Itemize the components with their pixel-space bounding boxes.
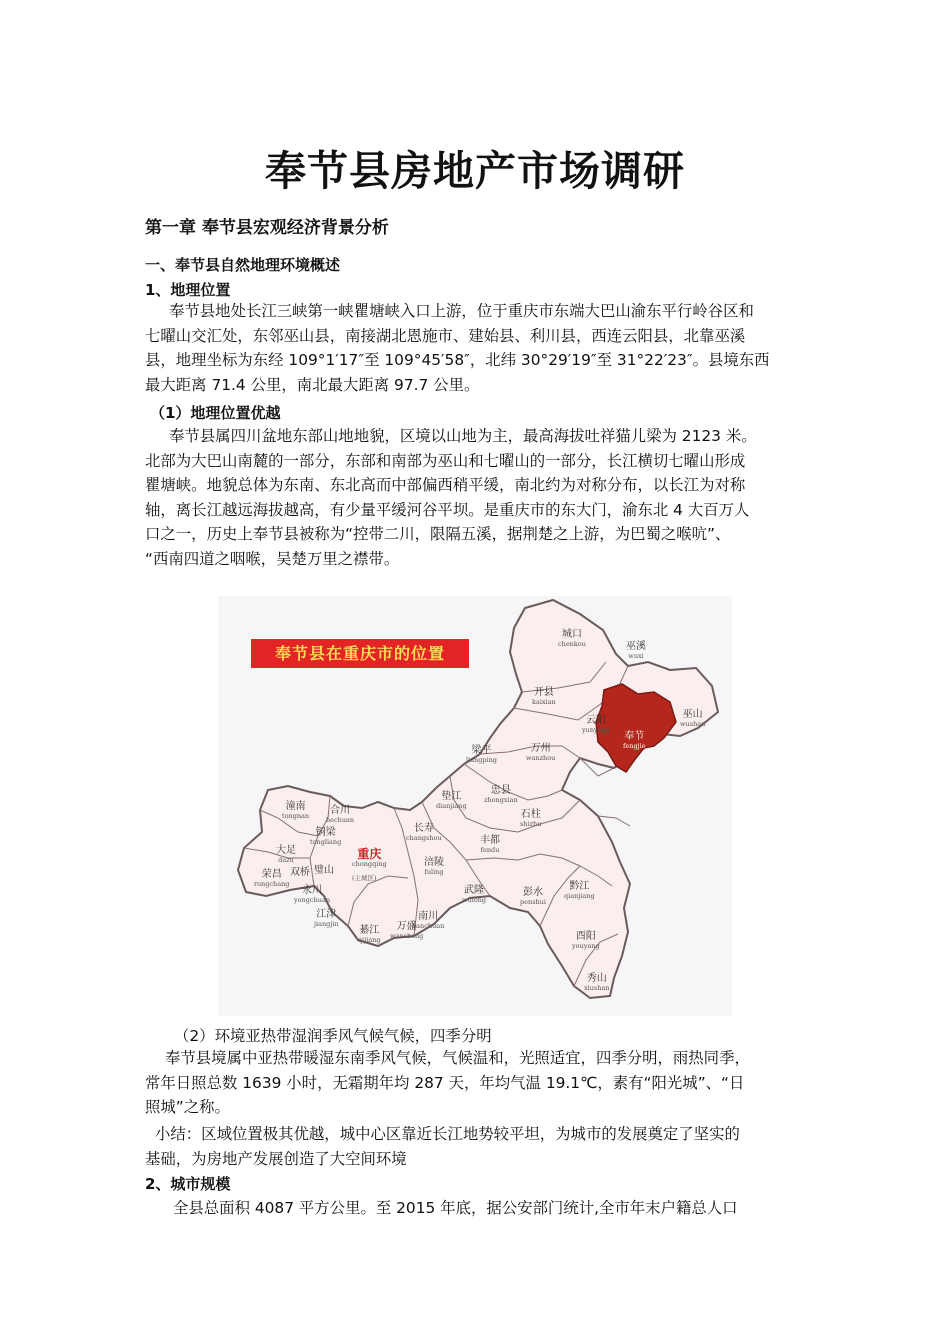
paragraph-line: 照城”之称。	[145, 1098, 230, 1117]
paragraph-line: 轴，离长江越远海拔越高，有少量平缓河谷平坝。是重庆市的东大门，渝东北 4 大百万人	[145, 500, 750, 519]
map-label-shizhu: 石柱 shizhu	[520, 809, 542, 828]
map-label-hechuan: 合川 hechuan	[326, 805, 355, 824]
map-label-xiushan: 秀山 xiushan	[584, 973, 610, 992]
map-label-zhongxian: 忠县 zhongxian	[484, 785, 518, 804]
paragraph-line: “西南四道之咽喉，吴楚万里之襟带。	[145, 549, 400, 568]
map-label-wulong: 武隆 wulong	[462, 885, 487, 904]
map-label-qianjiang: 黔江 qianjiang	[564, 881, 595, 900]
paragraph-line: 常年日照总数 1639 小时，无霜期年均 287 天，年均气温 19.1℃，素有“阳光城”、“日	[145, 1073, 745, 1092]
map-label-changshou: 长寿 changshou	[406, 823, 442, 842]
map-title-banner: 奉节县在重庆市的位置	[251, 639, 469, 668]
map-label-pengshui: 彭水 penshui	[520, 887, 546, 906]
paragraph-climate	[145, 1046, 811, 1120]
paragraph-line: 七曜山交汇处，东邻巫山县，南接湖北恩施市、建始县、利川县，西连云阳县，北靠巫溪	[145, 326, 746, 345]
section-heading: 一、奉节县自然地理环境概述	[145, 256, 341, 274]
map-label-shuangqiao: 双桥	[290, 867, 310, 878]
subsection-heading-location: 1、地理位置	[145, 281, 231, 299]
map-label-rongchang: 荣昌 rongchang	[254, 869, 290, 888]
paragraph-line: 口之一，历史上奉节县被称为“控带二川，限隔五溪，据荆楚之上游，为巴蜀之喉吭”、	[145, 525, 731, 544]
subsection-heading-city-scale: 2、城市规模	[145, 1175, 231, 1193]
map-label-wanzhou: 万州 wanzhou	[526, 743, 556, 762]
subsection-heading-advantage: （1）地理位置优越	[150, 404, 281, 422]
paragraph-city-scale: 全县总面积 4087 平方公里。至 2015 年底，据公安部门统计,全市年末户籍总人口	[173, 1199, 738, 1217]
chapter-heading: 第一章 奉节县宏观经济背景分析	[145, 218, 389, 238]
paragraph-line: 奉节县境属中亚热带暖湿东南季风气候，气候温和，光照适宜，四季分明，雨热同季，	[165, 1049, 750, 1067]
map-label-yunyang: 云阳 yunyang	[582, 715, 610, 734]
paragraph-line: 奉节县属四川盆地东部山地地貌，区境以山地为主，最高海拔吐祥猫儿梁为 2123 米。	[169, 427, 757, 445]
map-label-fengdu: 丰都 fendu	[480, 835, 500, 854]
paragraph-line: 基础，为房地产发展创造了大空间环境	[145, 1149, 407, 1168]
map-label-main-urban: (主城区)	[352, 874, 377, 882]
map-label-fuling: 涪陵 fuling	[424, 857, 444, 876]
map-label-wansheng: 万盛 wansheng	[390, 921, 424, 940]
map-label-dazu: 大足 dazu	[276, 845, 296, 864]
paragraph-location	[145, 299, 811, 397]
map-label-liangping: 梁平 liangping	[466, 745, 497, 764]
subsection-heading-climate: （2）环境亚热带湿润季风气候气候，四季分明	[174, 1027, 492, 1045]
map-label-youyang: 酉阳 youyang	[572, 931, 600, 950]
document-title: 奉节县房地产市场调研	[265, 147, 685, 195]
map-label-fengjie: 奉节 fengjie	[623, 731, 646, 750]
map-label-bishan: 璧山	[314, 865, 334, 876]
map-label-tongliang: 铜梁 tongliang	[310, 827, 342, 846]
map-label-qijiang: 綦江 qijiang	[358, 925, 381, 944]
map-label-kaixian: 开县 kaixian	[532, 687, 556, 706]
map-label-chengkou: 城口 chenkou	[558, 629, 586, 648]
map-label-wuxi: 巫溪 wuxi	[626, 641, 646, 660]
chongqing-map-figure	[218, 596, 732, 1016]
map-label-chongqing: 重庆 chongqing	[352, 847, 387, 868]
map-label-wushan: 巫山 wushan	[680, 709, 706, 728]
map-label-jiangjin: 江津 jiangjin	[314, 909, 339, 928]
paragraph-line: 瞿塘峡。地貌总体为东南、东北高而中部偏西稍平缓，南北约为对称分布，以长江为对称	[145, 476, 746, 495]
paragraph-line: 小结：区域位置极其优越，城中心区靠近长江地势较平坦，为城市的发展奠定了坚实的	[155, 1125, 740, 1143]
paragraph-line: 奉节县地处长江三峡第一峡瞿塘峡入口上游，位于重庆市东端大巴山渝东平行岭谷区和	[169, 302, 754, 320]
map-label-yongchuan: 永川 yongchuan	[294, 885, 331, 904]
paragraph-line: 县，地理坐标为东经 109°1′17″至 109°45′58″，北纬 30°29′19″至 31°22′23″。县境东西	[145, 351, 770, 370]
paragraph-terrain	[145, 424, 811, 572]
map-label-dianjiang: 垫江 dianjiang	[436, 791, 467, 810]
map-label-nanchuan: 南川 nanchuan	[412, 911, 445, 930]
paragraph-line: 最大距离 71.4 公里，南北最大距离 97.7 公里。	[145, 375, 480, 394]
paragraph-line: 北部为大巴山南麓的一部分，东部和南部为巫山和七曜山的一部分，长江横切七曜山形成	[145, 451, 746, 470]
paragraph-summary	[145, 1122, 811, 1171]
map-label-tongnan: 潼南 tongnan	[282, 801, 310, 820]
